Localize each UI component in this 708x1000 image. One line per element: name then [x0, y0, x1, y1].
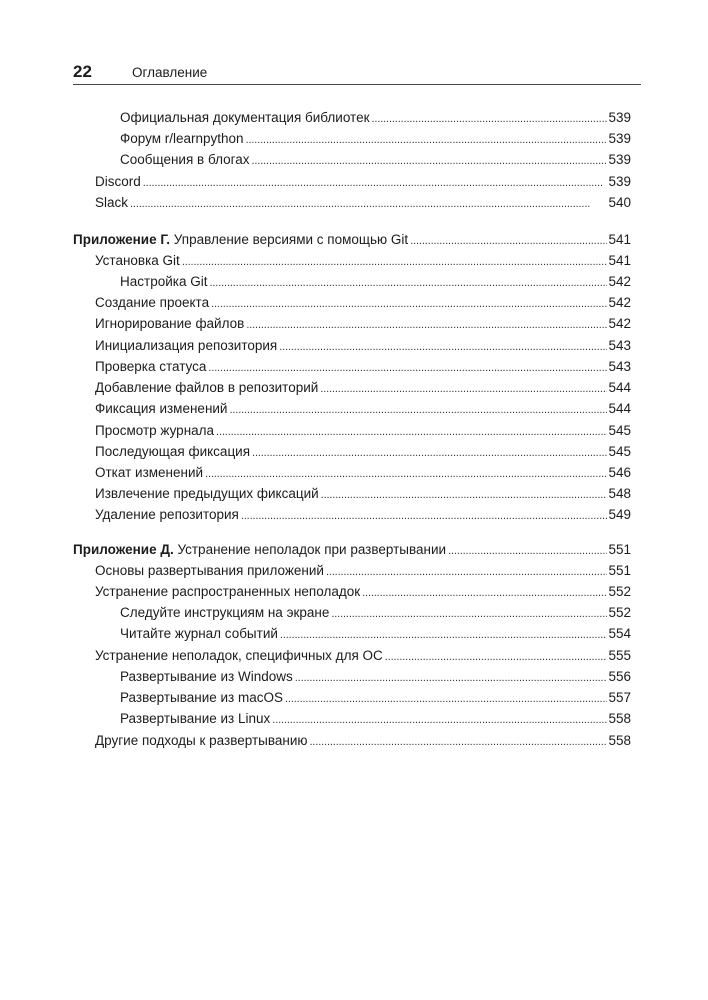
- dot-leader: [320, 383, 607, 395]
- toc-entry: [95, 316, 631, 336]
- toc-entry-page: 539: [608, 174, 631, 189]
- toc-entry-page: 542: [608, 295, 631, 310]
- toc-entry-title: Добавление файлов в репозиторий: [95, 380, 319, 395]
- toc-entry-title: Устранение неполадок, специфичных для ОС: [95, 648, 383, 663]
- toc-entry-page: 546: [608, 465, 631, 480]
- toc-entry: [95, 195, 631, 215]
- toc-entry-page: 539: [608, 131, 631, 146]
- dot-leader: [209, 277, 607, 289]
- running-title: Оглавление: [132, 65, 208, 80]
- toc-entry-page: 545: [608, 444, 631, 459]
- toc-entry: [95, 444, 631, 464]
- toc-entry-title: Откат изменений: [95, 465, 204, 480]
- dot-leader: [295, 672, 608, 684]
- toc-entry-page: 541: [608, 232, 631, 247]
- toc-entry: [120, 669, 631, 689]
- toc-entry-page: 556: [608, 669, 631, 684]
- toc-entry-page: 548: [608, 486, 631, 501]
- dot-leader: [182, 256, 608, 268]
- toc-entry: [95, 584, 631, 604]
- toc-entry-title: Читайте журнал событий: [120, 626, 278, 641]
- toc-entry-title: Установка Git: [95, 253, 180, 268]
- toc-entry-page: 540: [608, 195, 631, 210]
- toc-entry-title: Discord: [95, 174, 141, 189]
- dot-leader: [241, 510, 608, 522]
- toc-entry: [120, 152, 631, 172]
- toc-entry-title: Извлечение предыдущих фиксаций: [95, 486, 319, 501]
- toc-entry-title: Управление версиями с помощью Git: [170, 232, 409, 247]
- toc-entry-title: Просмотр журнала: [95, 423, 215, 438]
- dot-leader: [321, 489, 608, 501]
- toc-entry-page: 552: [608, 605, 631, 620]
- dot-leader: [229, 404, 607, 416]
- dot-leader: [246, 319, 607, 331]
- dot-leader: [205, 468, 607, 480]
- dot-leader: [372, 113, 608, 125]
- dot-leader: [272, 714, 607, 726]
- dot-leader: [362, 587, 607, 599]
- toc-entry-page: 551: [608, 563, 631, 578]
- toc-entry-page: 558: [608, 733, 631, 748]
- toc-entry-title: Инициализация репозитория: [95, 338, 278, 353]
- toc-entry-title: Развертывание из macOS: [120, 690, 284, 705]
- toc-entry-page: 543: [608, 359, 631, 374]
- toc-entry: [95, 359, 631, 379]
- toc-entry-page: 544: [608, 401, 631, 416]
- toc-entry-page: 551: [608, 542, 631, 557]
- toc-entry: [95, 380, 631, 400]
- toc-entry-title: Развертывание из Windows: [120, 669, 293, 684]
- toc-entry-page: 552: [608, 584, 631, 599]
- toc-entry: [95, 401, 631, 421]
- toc-entry-title: Следуйте инструкциям на экране: [120, 605, 330, 620]
- dot-leader: [285, 693, 607, 705]
- dot-leader: [252, 447, 607, 459]
- toc-entry-page: 544: [608, 380, 631, 395]
- toc-appendix-heading: [73, 232, 631, 252]
- toc-entry-page: 545: [608, 423, 631, 438]
- dot-leader: [143, 177, 608, 189]
- toc-entry: [120, 131, 631, 151]
- toc-entry: [120, 711, 631, 731]
- dot-leader: [280, 629, 608, 641]
- toc-entry: [120, 605, 631, 625]
- toc-entry: [95, 423, 631, 443]
- toc-entry: [95, 507, 631, 527]
- toc-entry-title: Устранение неполадок при развертывании: [173, 542, 447, 557]
- toc-entry-title: Устранение распространенных неполадок: [95, 584, 361, 599]
- toc-entry-page: 541: [608, 253, 631, 268]
- toc-entry: [95, 563, 631, 583]
- toc-appendix-heading: [73, 542, 631, 562]
- toc-entry: [95, 648, 631, 668]
- toc-entry-bold: Приложение Г.: [73, 232, 171, 247]
- toc-entry-title: Другие подходы к развертыванию: [95, 733, 308, 748]
- toc-entry-title: Игнорирование файлов: [95, 316, 245, 331]
- toc-entry-title: Настройка Git: [120, 274, 208, 289]
- dot-leader: [448, 545, 607, 557]
- dot-leader: [410, 235, 607, 247]
- toc-entry-page: 558: [608, 711, 631, 726]
- toc-entry-page: 557: [608, 690, 631, 705]
- toc-entry-bold: Приложение Д.: [73, 542, 174, 557]
- toc-entry-page: 539: [608, 110, 631, 125]
- dot-leader: [211, 298, 607, 310]
- toc-entry-page: 554: [608, 626, 631, 641]
- toc-entry: [95, 465, 631, 485]
- toc-entry-page: 543: [608, 338, 631, 353]
- toc-entry: [120, 690, 631, 710]
- toc-entry-page: 542: [608, 274, 631, 289]
- toc-entry: [95, 253, 631, 273]
- toc-entry-title: Официальная документация библиотек: [120, 110, 370, 125]
- toc-entry-title: Форум r/learnpython: [120, 131, 244, 146]
- toc-entry: [120, 274, 631, 294]
- dot-leader: [130, 198, 607, 210]
- dot-leader: [310, 736, 608, 748]
- toc-entry-title: Последующая фиксация: [95, 444, 251, 459]
- toc-entry: [95, 338, 631, 358]
- toc-entry-title: Удаление репозитория: [95, 507, 239, 522]
- toc-entry-page: 555: [608, 648, 631, 663]
- dot-leader: [208, 362, 607, 374]
- toc-entry-title: Фиксация изменений: [95, 401, 228, 416]
- dot-leader: [279, 341, 607, 353]
- toc-entry: [120, 110, 631, 130]
- dot-leader: [216, 426, 607, 438]
- dot-leader: [246, 134, 608, 146]
- toc-entry: [120, 626, 631, 646]
- toc-entry-page: 542: [608, 316, 631, 331]
- toc-entry-page: 549: [608, 507, 631, 522]
- toc-entry: [95, 295, 631, 315]
- toc-entry-title: Slack: [95, 195, 129, 210]
- dot-leader: [252, 155, 608, 167]
- toc-entry-title: Основы развертывания приложений: [95, 563, 324, 578]
- toc-entry-title: Сообщения в блогах: [120, 152, 250, 167]
- dot-leader: [326, 566, 608, 578]
- dot-leader: [385, 651, 608, 663]
- toc-entry-title: Развертывание из Linux: [120, 711, 271, 726]
- toc-entry: [95, 174, 631, 194]
- toc-entry: [95, 733, 631, 753]
- toc-entry-title: Создание проекта: [95, 295, 210, 310]
- toc-entry-title: Проверка статуса: [95, 359, 207, 374]
- toc-entry-page: 539: [608, 152, 631, 167]
- toc-entry: [95, 486, 631, 506]
- dot-leader: [331, 608, 607, 620]
- page-number: 22: [73, 62, 92, 81]
